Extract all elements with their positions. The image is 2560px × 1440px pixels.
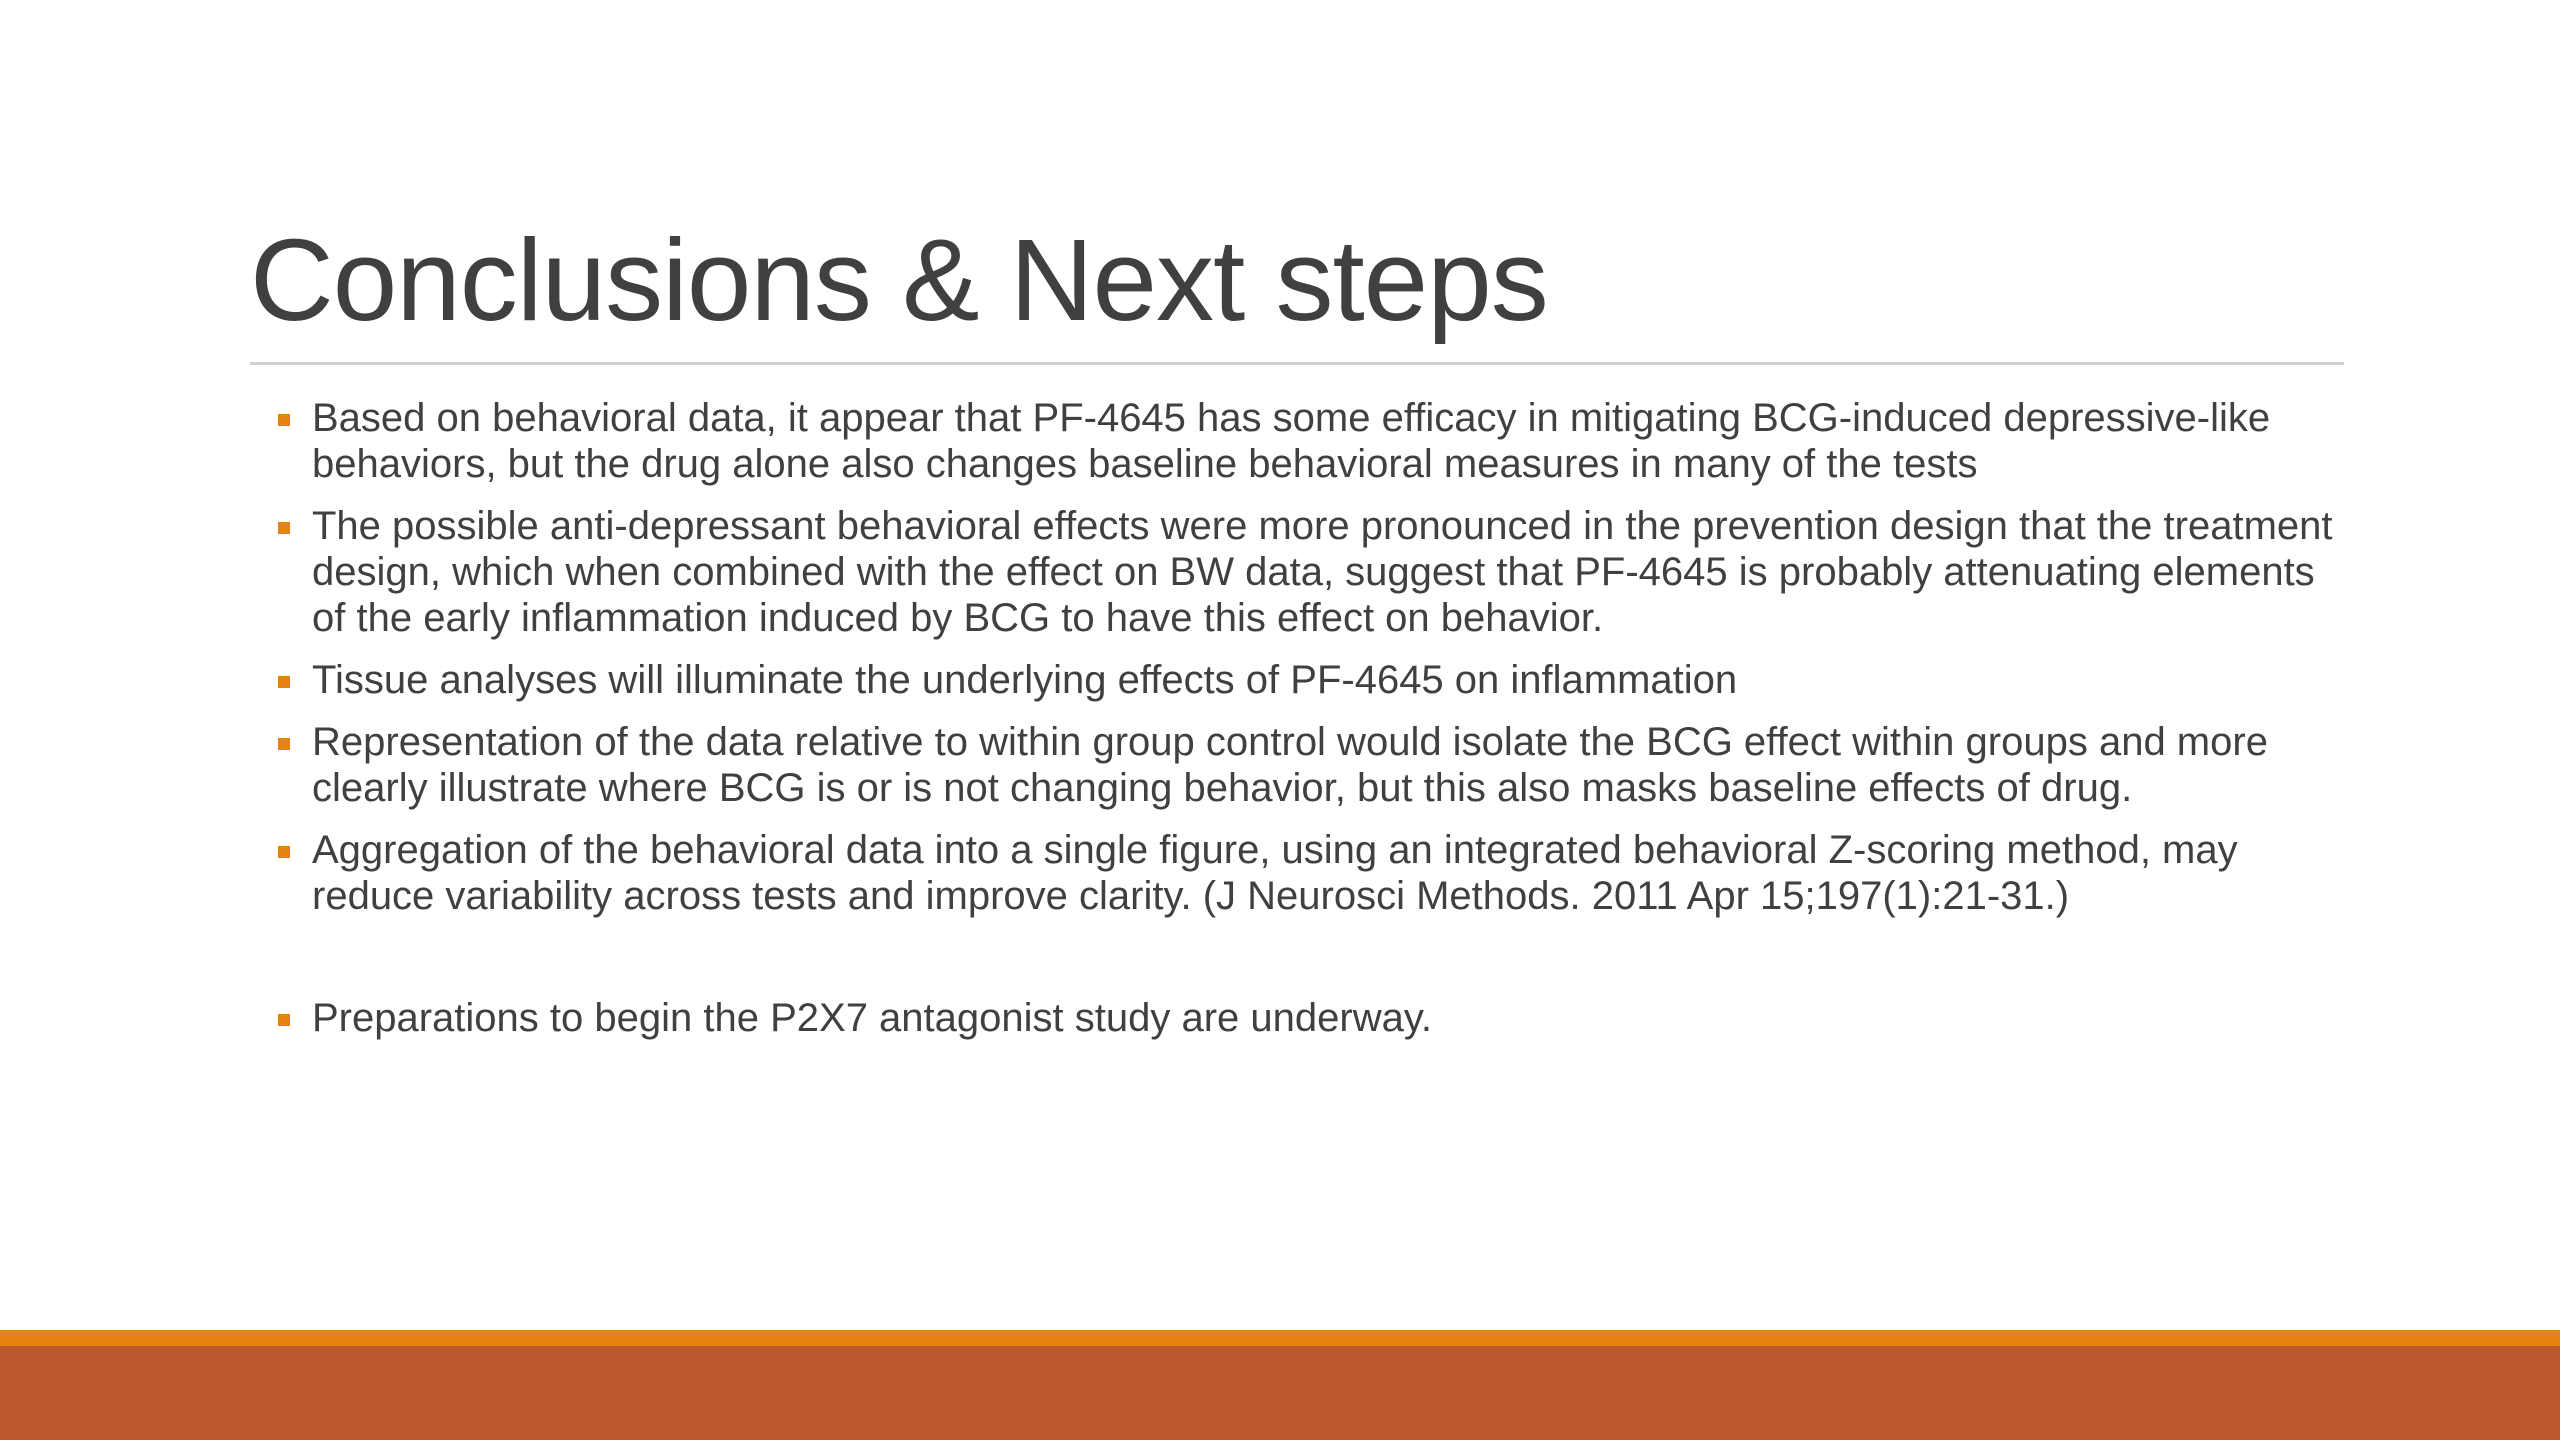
footer-accent-stripe (0, 1330, 2560, 1346)
square-bullet-icon (278, 846, 290, 858)
bullet-item (270, 503, 2350, 641)
square-bullet-icon (278, 738, 290, 750)
square-bullet-icon (278, 522, 290, 534)
square-bullet-icon (278, 676, 290, 688)
bullet-text: Representation of the data relative to within group control would isolate the BCG effect within groups and more clearly illustrate where BCG is or is not changing behavior, but this also masks baseline effects of drug. (312, 720, 2268, 810)
bullet-item (270, 395, 2350, 487)
bullet-item (270, 657, 2350, 703)
bullet-text: Tissue analyses will illuminate the underlying effects of PF-4645 on inflammation (312, 658, 1738, 702)
bullet-list (270, 395, 2350, 1057)
title-divider (250, 362, 2344, 365)
bullet-text: Preparations to begin the P2X7 antagonist study are underway. (312, 996, 1432, 1040)
slide-title: Conclusions & Next steps (250, 215, 1548, 345)
bullet-item (270, 995, 2350, 1041)
bullet-item (270, 719, 2350, 811)
square-bullet-icon (278, 1014, 290, 1026)
bullet-text: Aggregation of the behavioral data into a single figure, using an integrated behavioral Z-scoring method, may reduce variability across tests and improve clarity. (J Neurosci Methods. 2011 Apr 15;197(1):21-31.) (312, 828, 2238, 918)
bullet-text: The possible anti-depressant behavioral effects were more pronounced in the prevention design that the treatment design, which when combined with the effect on BW data, suggest that PF-4645 is probably attenuating elements of the early inflammation induced by BCG to have this effect on behavior. (312, 504, 2333, 640)
bullet-text: Based on behavioral data, it appear that PF-4645 has some efficacy in mitigating BCG-induced depressive-like behaviors, but the drug alone also changes baseline behavioral measures in many of the tests (312, 396, 2271, 486)
bullet-item (270, 827, 2350, 919)
footer-bar (0, 1346, 2560, 1440)
square-bullet-icon (278, 414, 290, 426)
